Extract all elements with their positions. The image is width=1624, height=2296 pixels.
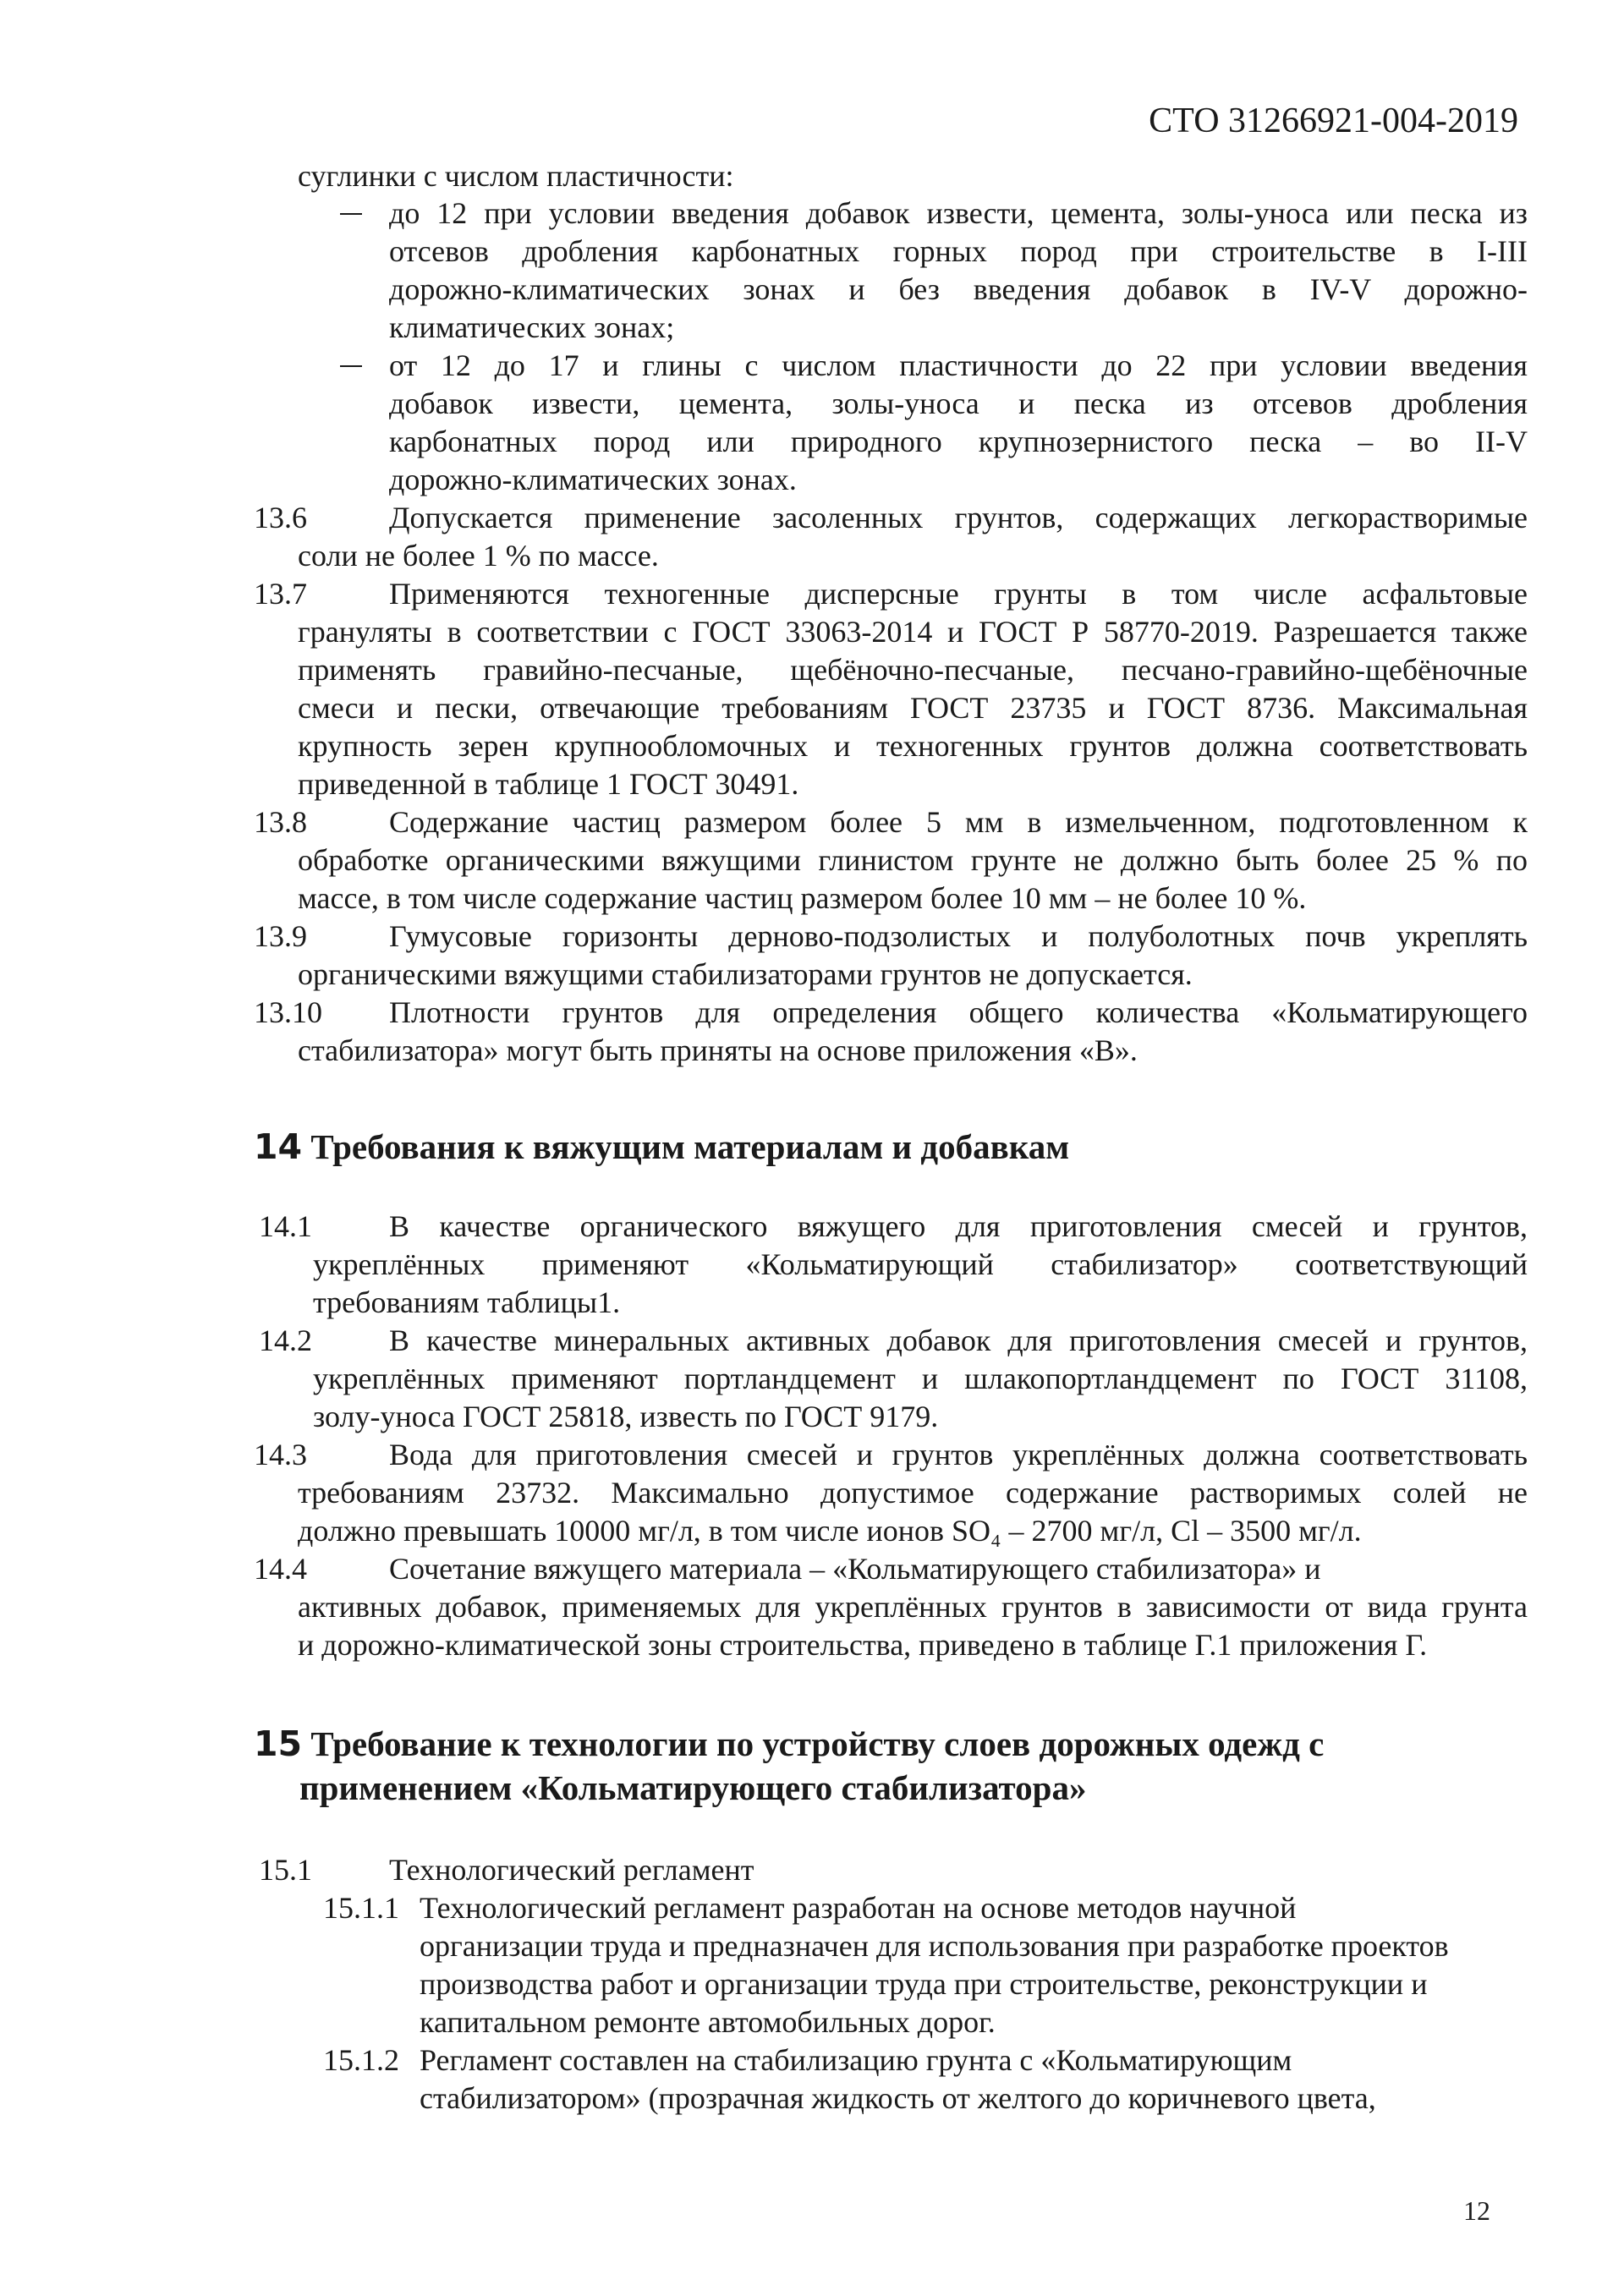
clause-14-2: В качестве минеральных активных добавок для приготовления смесей и грунтов, укреплённых применяют портландцемент и шлакопортландцемент по ГОСТ 31108, золу-уноса ГОСТ 25818, известь по ГОСТ 9179. (313, 1323, 1528, 1433)
section-title-line: Требование к технологии по устройству слоев дорожных одежд с (310, 1724, 1325, 1763)
clause-14-3: Вода для приготовления смесей и грунтов укреплённых должна соответствовать требованиям 23732. Максимально допустимое содержание растворимых солей не должно превышать 10000 мг/л, в том числе ионов SO₄ – 2700 мг/л, Cl – 3500 мг/л. (298, 1438, 1528, 1548)
clause-number: 14.2 (259, 1323, 312, 1357)
clause-number: 14.1 (259, 1209, 312, 1243)
clause-number: 14.3 (254, 1438, 307, 1471)
section-title-line: применением «Кольматирующего стабилизатора» (299, 1768, 1087, 1807)
page-number: 12 (1463, 2195, 1490, 2226)
clause-15-1-1: Технологический регламент разработан на основе методов научной организации труда и предназначен для использования при разработке проектов производства работ и организации труда при строительстве, реконструкции и капитальном ремонте автомобильных дорог. (420, 1891, 1449, 2039)
clause-13-9: Гумусовые горизонты дерново-подзолистых и полуболотных почв укреплять органическими вяжущими стабилизаторами грунтов не допускается. (298, 919, 1528, 991)
clause-15-1-2: Регламент составлен на стабилизацию грунта с «Кольматирующим стабилизатором» (прозрачная жидкость от желтого до коричневого цвета, (420, 2043, 1376, 2115)
section-14-heading (254, 1125, 1069, 1169)
clause-number: 15.1 (259, 1853, 312, 1887)
clause-13-6: Допускается применение засоленных грунтов, содержащих легкорастворимые соли не более 1 % по массе. (298, 501, 1528, 573)
clause-number: 13.9 (254, 919, 307, 953)
clause-13-7: Применяются техногенные дисперсные грунты в том числе асфальтовые грануляты в соответствии с ГОСТ 33063-2014 и ГОСТ Р 58770-2019. Разрешается также применять гравийно-песчаные, щебёночно-песчаные, песчано-гравийно-щебёночные смеси и пески, отвечающие требованиям ГОСТ 23735 и ГОСТ 8736. Максимальная крупность зерен крупнообломочных и техногенных грунтов должна соответствовать приведенной в таблице 1 ГОСТ 30491. (298, 577, 1528, 801)
section-number: 14 (254, 1126, 303, 1167)
clause-number: 15.1.2 (323, 2043, 399, 2077)
bullet-dash (340, 365, 362, 367)
clause-14-4: Сочетание вяжущего материала – «Кольматирующего стабилизатора» и активных добавок, применяемых для укреплённых грунтов в зависимости от вида грунта и дорожно-климатической зоны строительства, приведено в таблице Г.1 приложения Г. (298, 1552, 1528, 1662)
bullet-dash (340, 213, 362, 215)
clause-number: 14.4 (254, 1552, 307, 1586)
clause-13-10: Плотности грунтов для определения общего количества «Кольматирующего стабилизатора» могут быть приняты на основе приложения «В». (298, 995, 1528, 1067)
clause-number: 13.7 (254, 577, 307, 611)
section-15-heading (254, 1722, 1522, 1810)
intro-text: суглинки с числом пластичности: (298, 159, 734, 193)
section-title: Требования к вяжущим материалам и добавкам (310, 1127, 1070, 1166)
document-code: СТО 31266921-004-2019 (1149, 101, 1518, 140)
clause-13-8: Содержание частиц размером более 5 мм в измельченном, подготовленном к обработке органическими вяжущими глинистом грунте не должно быть более 25 % по массе, в том числе содержание частиц размером более 10 мм – не более 10 %. (298, 805, 1528, 915)
section-number: 15 (254, 1723, 303, 1764)
clause-15-1-title: Технологический регламент (389, 1853, 754, 1887)
clause-14-1: В качестве органического вяжущего для приготовления смесей и грунтов, укреплённых применяют «Кольматирующий стабилизатор» соответствующий требованиям таблицы1. (313, 1209, 1528, 1319)
clause-number: 13.8 (254, 805, 307, 839)
bullet-item-2: от 12 до 17 и глины с числом пластичности до 22 при условии введения добавок извести, цемента, золы-уноса и песка из отсевов дробления карбонатных пород или природного крупнозернистого песка – во II-V дорожно-климатических зонах. (389, 348, 1528, 496)
clause-number: 13.10 (254, 995, 322, 1029)
clause-number: 13.6 (254, 501, 307, 534)
bullet-item-1: до 12 при условии введения добавок извести, цемента, золы-уноса или песка из отсевов дробления карбонатных горных пород при строительстве в I-III дорожно-климатических зонах и без введения добавок в IV-V дорожно- климатических зонах; (389, 196, 1528, 344)
clause-number: 15.1.1 (323, 1891, 399, 1925)
